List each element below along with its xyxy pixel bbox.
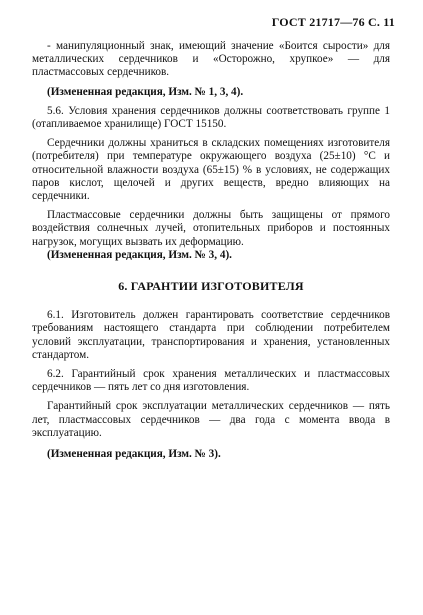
section-heading: 6. ГАРАНТИИ ИЗГОТОВИТЕЛЯ <box>118 279 304 294</box>
amendment-note-1: (Измененная редакция, Изм. № 1, 3, 4). <box>47 85 244 98</box>
document-body <box>32 40 390 461</box>
paragraph-6-1: 6.1. Изготовитель должен гарантировать соответствие сердечников требованиям настоящего стандарта при соблюдении потребителем условий эксплуатации, транспортирования и хранения, установленных стандартом. <box>32 309 390 361</box>
paragraph-5-6: 5.6. Условия хранения сердечников должны соответствовать группе 1 (отапливаемое хранилище) ГОСТ 15150. <box>32 104 390 131</box>
amendment-note-3: (Измененная редакция, Изм. № 3). <box>47 448 221 461</box>
amendment-note-2: (Измененная редакция, Изм. № 3, 4). <box>47 248 232 261</box>
paragraph-6-2: 6.2. Гарантийный срок хранения металлических и пластмассовых сердечников — пять лет со дня изготовления. <box>32 368 390 394</box>
paragraph-warranty-operation: Гарантийный срок эксплуатации металлических сердечников — пять лет, пластмассовых сердечников — два года с момента ввода в эксплуатацию. <box>32 400 390 439</box>
page-header: ГОСТ 21717—76 С. 11 <box>271 15 395 29</box>
paragraph-plastic-protection: Пластмассовые сердечники должны быть защищены от прямого воздействия солнечных лучей, отопительных приборов и постоянных нагрузок, могущих вызвать их деформацию. <box>32 209 390 248</box>
paragraph-storage-conditions: Сердечники должны храниться в складских помещениях изготовителя (потребителя) при температуре окружающего воздуха (25±10) °С и относительной влажности воздуха (65±15) % в условиях, не содержащих паров кислот, щелочей и других веществ, вредно влияющих на сердечники. <box>32 137 390 203</box>
paragraph-handling-sign: - манипуляционный знак, имеющий значение «Боится сырости» для металлических сердечников и «Осторожно, хрупкое» — для пластмассовых сердечников. <box>32 40 390 79</box>
